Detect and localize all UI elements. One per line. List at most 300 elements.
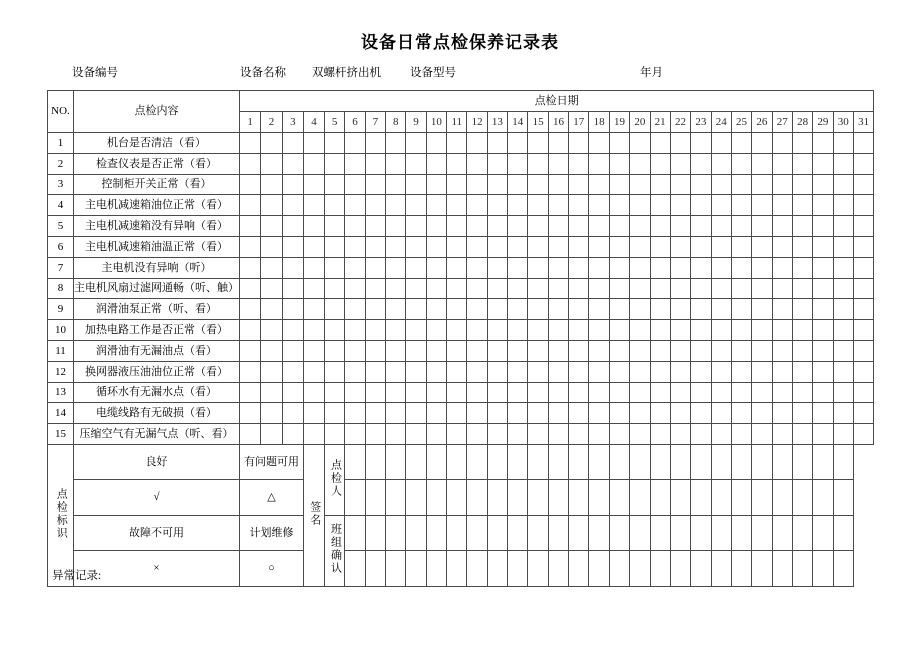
check-cell[interactable] xyxy=(670,195,690,216)
check-cell[interactable] xyxy=(630,299,650,320)
check-cell[interactable] xyxy=(813,320,833,341)
check-cell[interactable] xyxy=(282,340,303,361)
check-cell[interactable] xyxy=(386,382,406,403)
check-cell[interactable] xyxy=(240,320,261,341)
check-cell[interactable] xyxy=(589,424,609,445)
check-cell[interactable] xyxy=(772,403,792,424)
check-cell[interactable] xyxy=(467,278,487,299)
confirm-cell[interactable] xyxy=(792,515,812,550)
check-cell[interactable] xyxy=(261,236,282,257)
check-cell[interactable] xyxy=(630,153,650,174)
signature-cell[interactable] xyxy=(386,479,406,515)
check-cell[interactable] xyxy=(528,216,548,237)
check-cell[interactable] xyxy=(853,153,873,174)
check-cell[interactable] xyxy=(650,216,670,237)
confirm-cell[interactable] xyxy=(630,515,650,550)
check-cell[interactable] xyxy=(325,382,345,403)
check-cell[interactable] xyxy=(609,174,629,195)
check-cell[interactable] xyxy=(406,424,426,445)
check-cell[interactable] xyxy=(691,174,711,195)
signature-cell[interactable] xyxy=(406,479,426,515)
check-cell[interactable] xyxy=(508,236,528,257)
check-cell[interactable] xyxy=(691,382,711,403)
check-cell[interactable] xyxy=(691,133,711,154)
check-cell[interactable] xyxy=(670,153,690,174)
check-cell[interactable] xyxy=(630,236,650,257)
check-cell[interactable] xyxy=(630,195,650,216)
check-cell[interactable] xyxy=(670,236,690,257)
signature-cell[interactable] xyxy=(691,479,711,515)
check-cell[interactable] xyxy=(650,424,670,445)
check-cell[interactable] xyxy=(569,257,589,278)
check-cell[interactable] xyxy=(792,382,812,403)
check-cell[interactable] xyxy=(426,236,446,257)
check-cell[interactable] xyxy=(630,278,650,299)
check-cell[interactable] xyxy=(426,133,446,154)
check-cell[interactable] xyxy=(467,236,487,257)
check-cell[interactable] xyxy=(752,299,772,320)
check-cell[interactable] xyxy=(569,153,589,174)
check-cell[interactable] xyxy=(240,340,261,361)
check-cell[interactable] xyxy=(752,153,772,174)
check-cell[interactable] xyxy=(240,133,261,154)
check-cell[interactable] xyxy=(813,133,833,154)
check-cell[interactable] xyxy=(282,278,303,299)
check-cell[interactable] xyxy=(365,195,385,216)
check-cell[interactable] xyxy=(487,174,507,195)
check-cell[interactable] xyxy=(589,361,609,382)
check-cell[interactable] xyxy=(406,278,426,299)
check-cell[interactable] xyxy=(731,340,751,361)
check-cell[interactable] xyxy=(833,403,853,424)
check-cell[interactable] xyxy=(670,278,690,299)
check-cell[interactable] xyxy=(508,403,528,424)
check-cell[interactable] xyxy=(240,299,261,320)
check-cell[interactable] xyxy=(589,195,609,216)
signature-cell[interactable] xyxy=(406,444,426,479)
check-cell[interactable] xyxy=(345,382,365,403)
check-cell[interactable] xyxy=(548,133,568,154)
signature-cell[interactable] xyxy=(426,444,446,479)
check-cell[interactable] xyxy=(569,195,589,216)
signature-cell[interactable] xyxy=(365,444,385,479)
check-cell[interactable] xyxy=(691,424,711,445)
check-cell[interactable] xyxy=(406,153,426,174)
confirm-cell[interactable] xyxy=(752,515,772,550)
check-cell[interactable] xyxy=(487,361,507,382)
check-cell[interactable] xyxy=(813,174,833,195)
check-cell[interactable] xyxy=(240,153,261,174)
confirm-cell[interactable] xyxy=(650,515,670,550)
check-cell[interactable] xyxy=(853,216,873,237)
check-cell[interactable] xyxy=(365,153,385,174)
check-cell[interactable] xyxy=(447,195,467,216)
check-cell[interactable] xyxy=(711,403,731,424)
check-cell[interactable] xyxy=(261,320,282,341)
check-cell[interactable] xyxy=(467,320,487,341)
check-cell[interactable] xyxy=(752,133,772,154)
check-cell[interactable] xyxy=(345,320,365,341)
check-cell[interactable] xyxy=(261,153,282,174)
check-cell[interactable] xyxy=(569,174,589,195)
check-cell[interactable] xyxy=(630,403,650,424)
check-cell[interactable] xyxy=(813,195,833,216)
check-cell[interactable] xyxy=(630,174,650,195)
check-cell[interactable] xyxy=(325,257,345,278)
check-cell[interactable] xyxy=(772,424,792,445)
check-cell[interactable] xyxy=(609,133,629,154)
check-cell[interactable] xyxy=(325,278,345,299)
check-cell[interactable] xyxy=(345,278,365,299)
check-cell[interactable] xyxy=(589,236,609,257)
check-cell[interactable] xyxy=(650,382,670,403)
signature-cell[interactable] xyxy=(813,444,833,479)
check-cell[interactable] xyxy=(670,320,690,341)
signature-cell[interactable] xyxy=(792,479,812,515)
confirm-cell[interactable] xyxy=(406,515,426,550)
check-cell[interactable] xyxy=(282,195,303,216)
check-cell[interactable] xyxy=(589,153,609,174)
check-cell[interactable] xyxy=(670,133,690,154)
check-cell[interactable] xyxy=(261,195,282,216)
signature-cell[interactable] xyxy=(752,444,772,479)
check-cell[interactable] xyxy=(240,174,261,195)
check-cell[interactable] xyxy=(630,320,650,341)
check-cell[interactable] xyxy=(386,403,406,424)
check-cell[interactable] xyxy=(609,382,629,403)
check-cell[interactable] xyxy=(365,424,385,445)
check-cell[interactable] xyxy=(569,424,589,445)
check-cell[interactable] xyxy=(609,424,629,445)
confirm-cell[interactable] xyxy=(609,515,629,550)
check-cell[interactable] xyxy=(792,278,812,299)
signature-cell[interactable] xyxy=(609,479,629,515)
check-cell[interactable] xyxy=(609,153,629,174)
check-cell[interactable] xyxy=(670,424,690,445)
check-cell[interactable] xyxy=(282,361,303,382)
check-cell[interactable] xyxy=(325,424,345,445)
signature-cell[interactable] xyxy=(711,444,731,479)
check-cell[interactable] xyxy=(386,153,406,174)
check-cell[interactable] xyxy=(772,278,792,299)
check-cell[interactable] xyxy=(406,216,426,237)
check-cell[interactable] xyxy=(731,174,751,195)
check-cell[interactable] xyxy=(406,299,426,320)
check-cell[interactable] xyxy=(508,216,528,237)
check-cell[interactable] xyxy=(609,195,629,216)
check-cell[interactable] xyxy=(813,278,833,299)
check-cell[interactable] xyxy=(528,133,548,154)
check-cell[interactable] xyxy=(813,403,833,424)
check-cell[interactable] xyxy=(630,361,650,382)
signature-cell[interactable] xyxy=(609,444,629,479)
check-cell[interactable] xyxy=(813,382,833,403)
signature-cell[interactable] xyxy=(365,479,385,515)
confirm-cell[interactable] xyxy=(670,515,690,550)
check-cell[interactable] xyxy=(731,216,751,237)
check-cell[interactable] xyxy=(282,133,303,154)
signature-cell[interactable] xyxy=(447,444,467,479)
check-cell[interactable] xyxy=(853,174,873,195)
check-cell[interactable] xyxy=(345,174,365,195)
check-cell[interactable] xyxy=(630,133,650,154)
check-cell[interactable] xyxy=(467,257,487,278)
check-cell[interactable] xyxy=(426,340,446,361)
check-cell[interactable] xyxy=(447,257,467,278)
check-cell[interactable] xyxy=(772,340,792,361)
signature-cell[interactable] xyxy=(426,479,446,515)
check-cell[interactable] xyxy=(853,299,873,320)
signature-cell[interactable] xyxy=(467,444,487,479)
check-cell[interactable] xyxy=(670,340,690,361)
check-cell[interactable] xyxy=(282,216,303,237)
check-cell[interactable] xyxy=(508,133,528,154)
check-cell[interactable] xyxy=(386,174,406,195)
check-cell[interactable] xyxy=(508,299,528,320)
confirm-cell[interactable] xyxy=(426,515,446,550)
check-cell[interactable] xyxy=(548,153,568,174)
check-cell[interactable] xyxy=(487,299,507,320)
check-cell[interactable] xyxy=(508,320,528,341)
check-cell[interactable] xyxy=(813,361,833,382)
check-cell[interactable] xyxy=(711,382,731,403)
check-cell[interactable] xyxy=(752,340,772,361)
check-cell[interactable] xyxy=(772,382,792,403)
check-cell[interactable] xyxy=(528,403,548,424)
check-cell[interactable] xyxy=(711,361,731,382)
check-cell[interactable] xyxy=(792,216,812,237)
signature-cell[interactable] xyxy=(548,444,568,479)
check-cell[interactable] xyxy=(569,278,589,299)
check-cell[interactable] xyxy=(752,236,772,257)
check-cell[interactable] xyxy=(345,216,365,237)
check-cell[interactable] xyxy=(426,382,446,403)
check-cell[interactable] xyxy=(467,382,487,403)
check-cell[interactable] xyxy=(406,382,426,403)
check-cell[interactable] xyxy=(792,236,812,257)
signature-cell[interactable] xyxy=(833,479,853,515)
check-cell[interactable] xyxy=(528,340,548,361)
check-cell[interactable] xyxy=(792,195,812,216)
check-cell[interactable] xyxy=(304,216,325,237)
check-cell[interactable] xyxy=(508,340,528,361)
check-cell[interactable] xyxy=(731,278,751,299)
check-cell[interactable] xyxy=(467,153,487,174)
check-cell[interactable] xyxy=(630,257,650,278)
check-cell[interactable] xyxy=(813,424,833,445)
signature-cell[interactable] xyxy=(670,479,690,515)
check-cell[interactable] xyxy=(508,153,528,174)
check-cell[interactable] xyxy=(650,361,670,382)
confirm-cell[interactable] xyxy=(508,515,528,550)
signature-cell[interactable] xyxy=(650,479,670,515)
confirm-cell[interactable] xyxy=(691,515,711,550)
check-cell[interactable] xyxy=(813,340,833,361)
confirm-cell[interactable] xyxy=(711,515,731,550)
check-cell[interactable] xyxy=(853,424,873,445)
signature-cell[interactable] xyxy=(467,479,487,515)
check-cell[interactable] xyxy=(528,361,548,382)
check-cell[interactable] xyxy=(406,133,426,154)
check-cell[interactable] xyxy=(304,424,325,445)
check-cell[interactable] xyxy=(386,320,406,341)
check-cell[interactable] xyxy=(467,195,487,216)
check-cell[interactable] xyxy=(731,361,751,382)
check-cell[interactable] xyxy=(487,216,507,237)
check-cell[interactable] xyxy=(406,340,426,361)
check-cell[interactable] xyxy=(752,361,772,382)
check-cell[interactable] xyxy=(792,133,812,154)
check-cell[interactable] xyxy=(345,236,365,257)
check-cell[interactable] xyxy=(833,382,853,403)
check-cell[interactable] xyxy=(589,299,609,320)
check-cell[interactable] xyxy=(589,133,609,154)
check-cell[interactable] xyxy=(833,320,853,341)
signature-cell[interactable] xyxy=(711,479,731,515)
check-cell[interactable] xyxy=(325,133,345,154)
confirm-cell[interactable] xyxy=(548,515,568,550)
check-cell[interactable] xyxy=(569,299,589,320)
check-cell[interactable] xyxy=(853,403,873,424)
check-cell[interactable] xyxy=(833,236,853,257)
check-cell[interactable] xyxy=(833,257,853,278)
check-cell[interactable] xyxy=(731,320,751,341)
check-cell[interactable] xyxy=(528,257,548,278)
check-cell[interactable] xyxy=(752,216,772,237)
check-cell[interactable] xyxy=(365,174,385,195)
check-cell[interactable] xyxy=(731,133,751,154)
check-cell[interactable] xyxy=(569,133,589,154)
check-cell[interactable] xyxy=(282,403,303,424)
check-cell[interactable] xyxy=(345,403,365,424)
check-cell[interactable] xyxy=(833,424,853,445)
check-cell[interactable] xyxy=(325,361,345,382)
check-cell[interactable] xyxy=(426,216,446,237)
check-cell[interactable] xyxy=(467,424,487,445)
check-cell[interactable] xyxy=(691,403,711,424)
check-cell[interactable] xyxy=(282,236,303,257)
check-cell[interactable] xyxy=(589,278,609,299)
check-cell[interactable] xyxy=(487,153,507,174)
check-cell[interactable] xyxy=(406,320,426,341)
check-cell[interactable] xyxy=(487,257,507,278)
check-cell[interactable] xyxy=(589,216,609,237)
signature-cell[interactable] xyxy=(487,444,507,479)
check-cell[interactable] xyxy=(752,382,772,403)
confirm-cell[interactable] xyxy=(528,515,548,550)
check-cell[interactable] xyxy=(731,236,751,257)
check-cell[interactable] xyxy=(548,278,568,299)
check-cell[interactable] xyxy=(609,236,629,257)
check-cell[interactable] xyxy=(609,299,629,320)
check-cell[interactable] xyxy=(261,299,282,320)
signature-cell[interactable] xyxy=(528,444,548,479)
check-cell[interactable] xyxy=(426,299,446,320)
check-cell[interactable] xyxy=(386,299,406,320)
check-cell[interactable] xyxy=(731,257,751,278)
check-cell[interactable] xyxy=(853,195,873,216)
check-cell[interactable] xyxy=(282,382,303,403)
check-cell[interactable] xyxy=(304,382,325,403)
check-cell[interactable] xyxy=(365,382,385,403)
check-cell[interactable] xyxy=(345,257,365,278)
check-cell[interactable] xyxy=(650,299,670,320)
check-cell[interactable] xyxy=(833,340,853,361)
check-cell[interactable] xyxy=(691,153,711,174)
confirm-cell[interactable] xyxy=(386,515,406,550)
check-cell[interactable] xyxy=(426,424,446,445)
check-cell[interactable] xyxy=(447,340,467,361)
check-cell[interactable] xyxy=(467,340,487,361)
check-cell[interactable] xyxy=(406,174,426,195)
check-cell[interactable] xyxy=(833,299,853,320)
check-cell[interactable] xyxy=(548,382,568,403)
signature-cell[interactable] xyxy=(569,444,589,479)
check-cell[interactable] xyxy=(426,174,446,195)
check-cell[interactable] xyxy=(386,133,406,154)
check-cell[interactable] xyxy=(304,174,325,195)
check-cell[interactable] xyxy=(528,424,548,445)
check-cell[interactable] xyxy=(650,257,670,278)
check-cell[interactable] xyxy=(731,424,751,445)
check-cell[interactable] xyxy=(240,195,261,216)
check-cell[interactable] xyxy=(691,361,711,382)
check-cell[interactable] xyxy=(365,216,385,237)
check-cell[interactable] xyxy=(731,403,751,424)
check-cell[interactable] xyxy=(609,257,629,278)
check-cell[interactable] xyxy=(365,403,385,424)
check-cell[interactable] xyxy=(386,361,406,382)
check-cell[interactable] xyxy=(447,216,467,237)
check-cell[interactable] xyxy=(304,153,325,174)
check-cell[interactable] xyxy=(304,133,325,154)
check-cell[interactable] xyxy=(386,424,406,445)
check-cell[interactable] xyxy=(650,153,670,174)
check-cell[interactable] xyxy=(487,278,507,299)
check-cell[interactable] xyxy=(406,361,426,382)
signature-cell[interactable] xyxy=(508,444,528,479)
check-cell[interactable] xyxy=(691,195,711,216)
check-cell[interactable] xyxy=(406,195,426,216)
check-cell[interactable] xyxy=(711,216,731,237)
check-cell[interactable] xyxy=(487,320,507,341)
check-cell[interactable] xyxy=(261,174,282,195)
signature-cell[interactable] xyxy=(528,479,548,515)
check-cell[interactable] xyxy=(508,361,528,382)
check-cell[interactable] xyxy=(365,236,385,257)
check-cell[interactable] xyxy=(345,195,365,216)
check-cell[interactable] xyxy=(853,340,873,361)
check-cell[interactable] xyxy=(325,174,345,195)
check-cell[interactable] xyxy=(487,133,507,154)
check-cell[interactable] xyxy=(569,340,589,361)
signature-cell[interactable] xyxy=(345,444,365,479)
check-cell[interactable] xyxy=(752,278,772,299)
check-cell[interactable] xyxy=(833,153,853,174)
check-cell[interactable] xyxy=(261,382,282,403)
check-cell[interactable] xyxy=(304,236,325,257)
check-cell[interactable] xyxy=(304,278,325,299)
check-cell[interactable] xyxy=(365,133,385,154)
check-cell[interactable] xyxy=(487,403,507,424)
check-cell[interactable] xyxy=(548,361,568,382)
check-cell[interactable] xyxy=(711,320,731,341)
signature-cell[interactable] xyxy=(508,479,528,515)
check-cell[interactable] xyxy=(528,382,548,403)
check-cell[interactable] xyxy=(487,195,507,216)
check-cell[interactable] xyxy=(670,361,690,382)
check-cell[interactable] xyxy=(426,361,446,382)
